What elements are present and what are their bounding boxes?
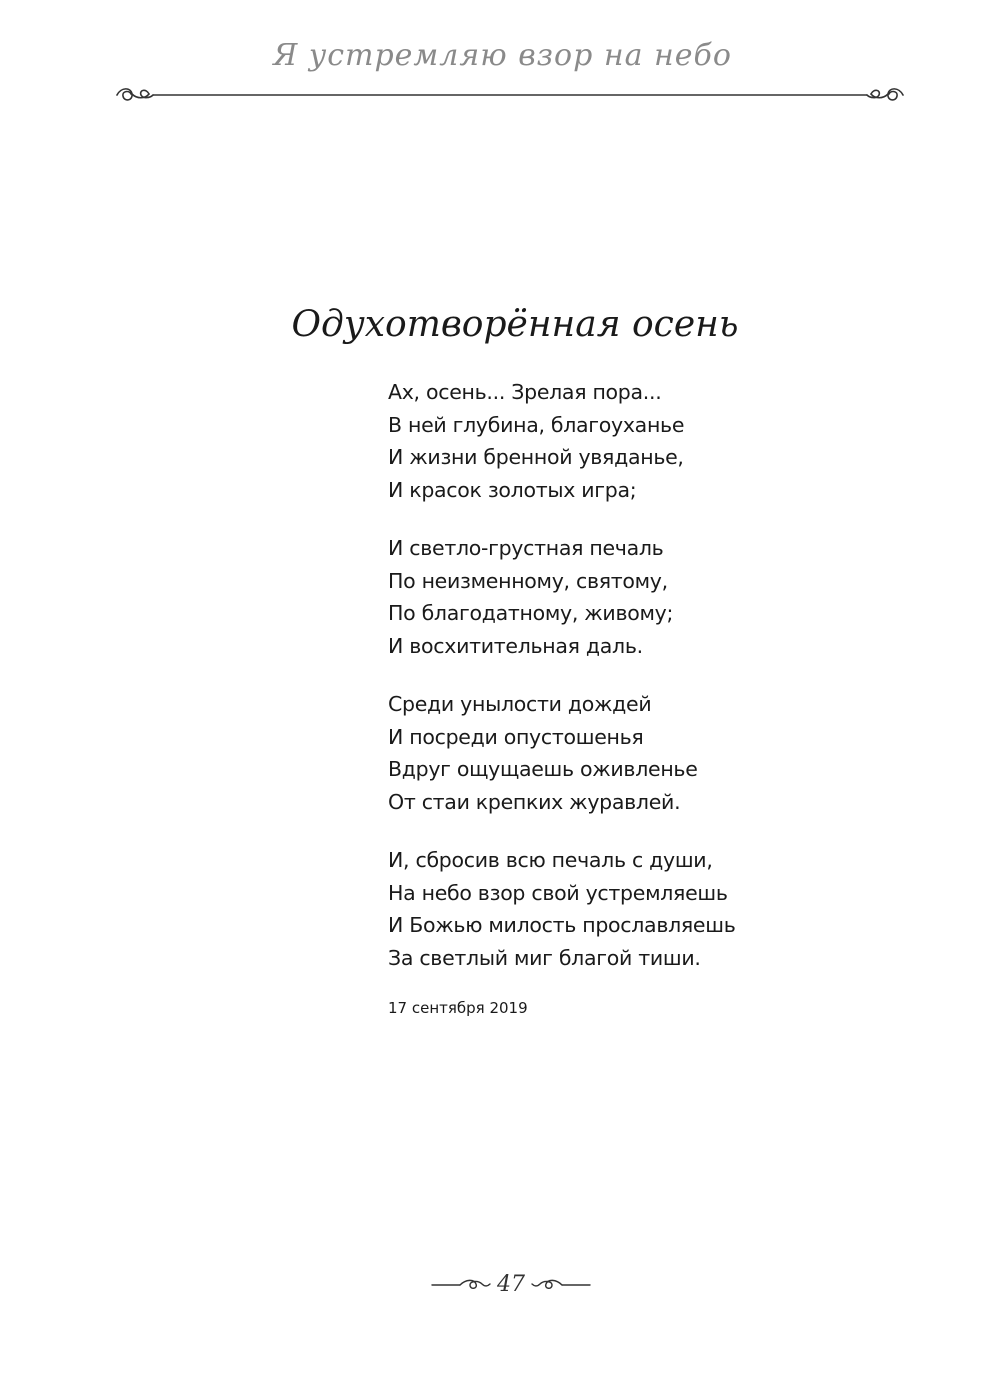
poem-line: По неизменному, святому, [388,568,668,593]
poem-line: Среди унылости дождей [388,692,652,716]
poem-body [388,376,808,1000]
stanza [388,844,808,974]
page-footer [430,1268,592,1302]
left-flourish-icon [117,89,153,100]
poem-line: И восхитительная даль. [388,633,643,658]
poem-line: За светлый миг благой тиши. [388,945,701,970]
right-flourish-icon [867,89,903,100]
header-ornamental-rule [115,82,905,108]
poem-line: Вдруг ощущаешь оживленье [388,757,698,781]
stanza [388,376,808,506]
poem-line: И жизни бренной увяданье, [388,445,684,469]
poem-line: И красок золотых игра; [388,477,637,502]
stanza [388,688,808,818]
page-number: 47 [497,1272,525,1297]
poem-line: И, сбросив всю печаль с души, [388,848,713,872]
poem-line: И светло-грустная печаль [388,536,664,560]
poem-title: Одухотворённая осень [291,304,739,345]
running-head-title: Я устремляю взор на небо [273,38,732,73]
poem-line: По благодатному, живому; [388,601,674,625]
poem-line: В ней глубина, благоуханье [388,412,685,437]
poem-line: И Божью милость прославляешь [388,913,736,937]
poem-line: Ах, осень... Зрелая пора... [388,380,662,404]
stanza [388,532,808,662]
poem-line: От стаи крепких журавлей. [388,789,681,814]
poem-line: На небо взор свой устремляешь [388,880,728,905]
poem-date: 17 сентября 2019 [388,999,528,1017]
poem-line: И посреди опустошенья [388,724,644,749]
